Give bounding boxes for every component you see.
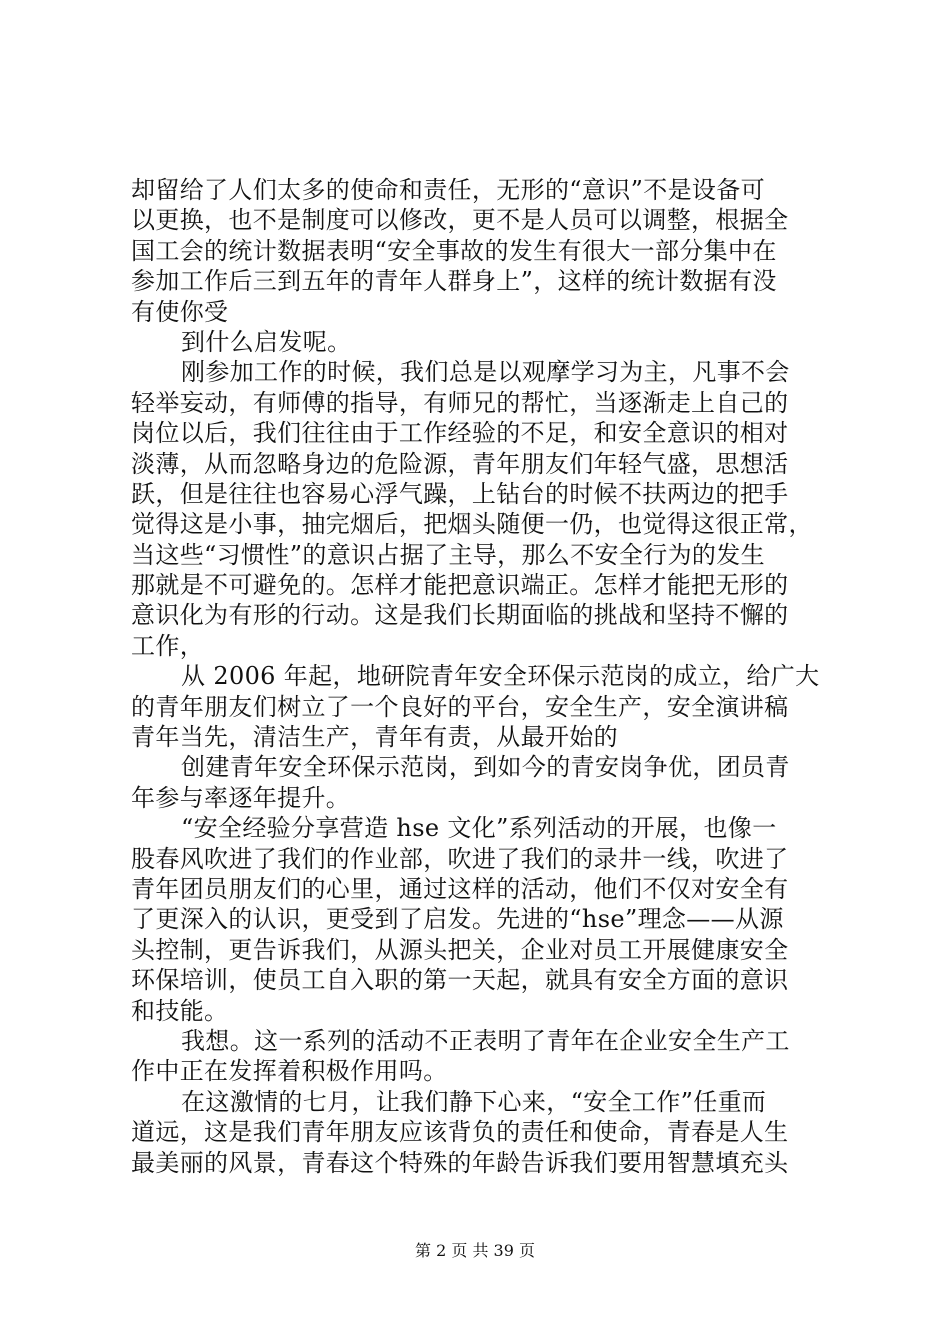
text-line: 年参与率逐年提升。 <box>131 783 351 812</box>
text-line: 有使你受 <box>131 297 229 326</box>
text-line: 了更深入的认识，更受到了启发。先进的“hse”理念——从源 <box>131 905 784 934</box>
text-line: 青年当先，清洁生产，青年有责，从最开始的 <box>131 723 618 752</box>
text-line: 头控制，更告诉我们，从源头把关，企业对员工开展健康安全 <box>131 935 789 964</box>
text-line: 青年团员朋友们的心里，通过这样的活动，他们不仅对安全有 <box>131 874 789 903</box>
text-line: 跃，但是往往也容易心浮气躁，上钻台的时候不扶两边的把手 <box>131 479 789 508</box>
text-line: 淡薄，从而忽略身边的危险源，青年朋友们年轻气盛，思想活 <box>131 449 789 478</box>
text-line: 以更换，也不是制度可以修改，更不是人员可以调整，根据全 <box>131 206 789 235</box>
text-line: 国工会的统计数据表明“安全事故的发生有很大一部分集中在 <box>131 236 777 265</box>
text-line: 和技能。 <box>131 996 229 1025</box>
text-line: 创建青年安全环保示范岗，到如今的青安岗争优，团员青 <box>181 753 790 782</box>
text-line: 岗位以后，我们往往由于工作经验的不足，和安全意识的相对 <box>131 419 789 448</box>
text-line: 当这些“习惯性”的意识占据了主导，那么不安全行为的发生 <box>131 540 765 569</box>
document-body <box>131 175 831 1178</box>
text-line: 轻举妄动，有师傅的指导，有师兄的帮忙，当逐渐走上自己的 <box>131 388 789 417</box>
text-line: 环保培训，使员工自入职的第一天起，就具有安全方面的意识 <box>131 966 789 995</box>
text-line: 刚参加工作的时候，我们总是以观摩学习为主，凡事不会 <box>181 358 790 387</box>
text-line: 最美丽的风景，青春这个特殊的年龄告诉我们要用智慧填充头 <box>131 1148 789 1177</box>
text-line: 我想。这一系列的活动不正表明了青年在企业安全生产工 <box>181 1026 790 1055</box>
text-line: 却留给了人们太多的使命和责任，无形的“意识”不是设备可 <box>131 176 765 204</box>
text-line: 意识化为有形的行动。这是我们长期面临的挑战和坚持不懈的 <box>131 601 789 630</box>
text-line: 从 2006 年起，地研院青年安全环保示范岗的成立，给广大 <box>181 662 820 691</box>
text-line: “安全经验分享营造 hse 文化”系列活动的开展，也像一 <box>181 814 777 843</box>
text-line: 在这激情的七月，让我们静下心来，“安全工作”任重而 <box>181 1087 767 1116</box>
text-line: 工作， <box>131 631 205 660</box>
text-line: 道远，这是我们青年朋友应该背负的责任和使命，青春是人生 <box>131 1118 789 1147</box>
text-line: 参加工作后三到五年的青年人群身上”，这样的统计数据有没 <box>131 267 777 296</box>
page-footer: 第 2 页 共 39 页 <box>415 1241 535 1260</box>
text-line: 的青年朋友们树立了一个良好的平台，安全生产，安全演讲稿 <box>131 692 789 721</box>
text-line: 到什么启发呢。 <box>181 327 352 356</box>
text-line: 作中正在发挥着积极作用吗。 <box>131 1057 448 1086</box>
text-line: 股春风吹进了我们的作业部，吹进了我们的录井一线，吹进了 <box>131 844 789 873</box>
text-line: 那就是不可避免的。怎样才能把意识端正。怎样才能把无形的 <box>131 571 789 600</box>
text-line: 觉得这是小事，抽完烟后，把烟头随便一仍，也觉得这很正常， <box>131 510 813 539</box>
